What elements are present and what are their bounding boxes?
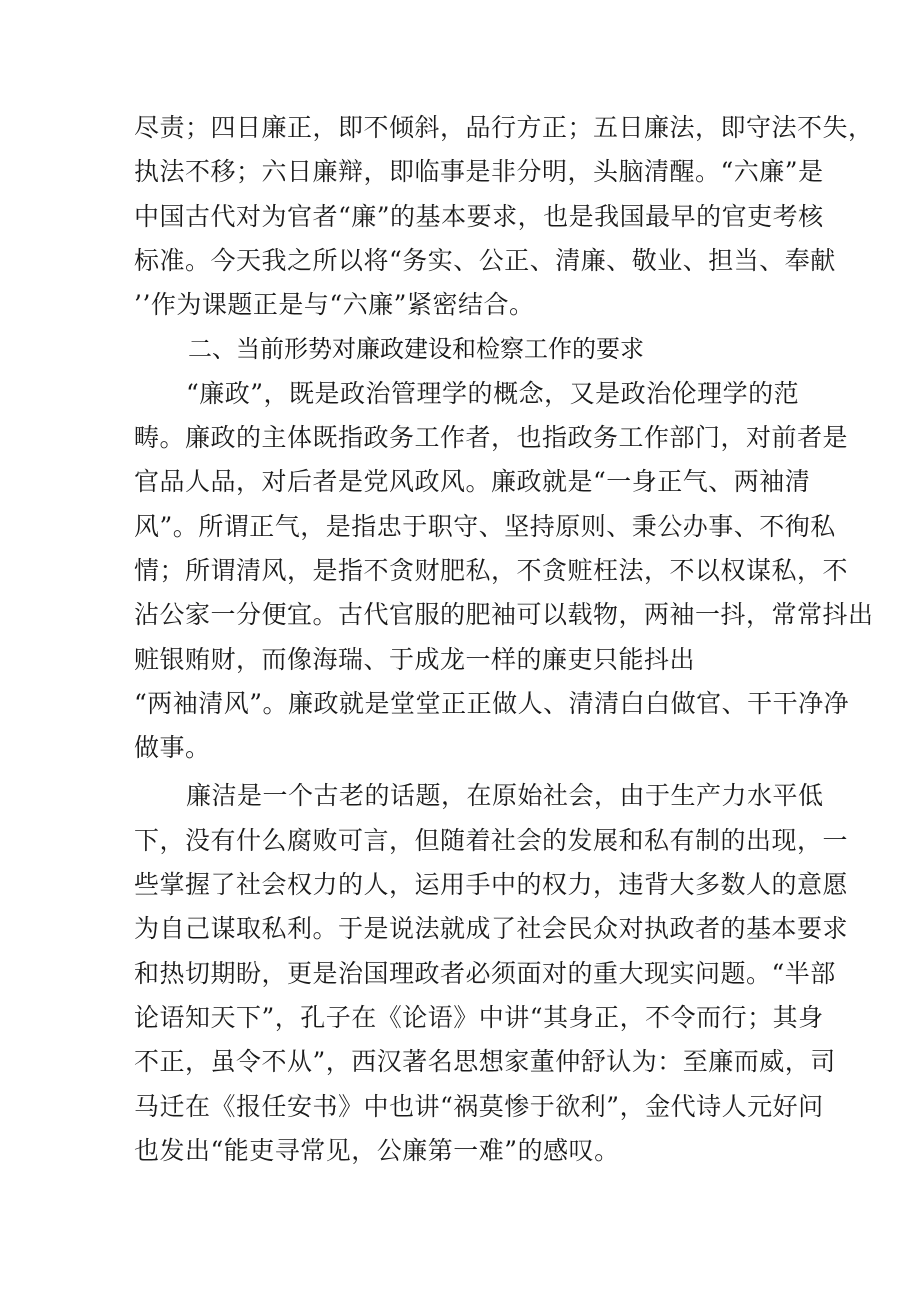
text-line: 标准。今天我之所以将“务实、公正、清廉、敬业、担当、奉献 [134,245,836,275]
paragraph-2 [134,372,874,771]
text-line: “廉政”，既是政治管理学的概念，又是政治伦理学的范 [186,378,800,408]
text-line: 不正，虽令不从”，西汉著名思想家董仲舒认为：至廉而威，司 [134,1047,836,1077]
text-line: 马迁在《报任安书》中也讲“祸莫惨于欲利”，金代诗人元好问 [134,1091,824,1121]
text-line: 风”。所谓正气，是指忠于职守、坚持原则、秉公办事、不徇私 [134,511,836,541]
text-line: 做事。 [134,733,211,763]
text-line: 官品人品，对后者是党风政风。廉政就是“一身正气、两袖清 [134,467,811,497]
text-line: 情；所谓清风，是指不贪财肥私，不贪赃枉法，不以权谋私，不 [134,555,849,585]
text-line: ’’作为课题正是与“六廉”紧密结合。 [134,290,535,320]
text-line: 下，没有什么腐败可言，但随着社会的发展和私有制的出现，一 [134,825,849,855]
text-line: “两袖清风”。廉政就是堂堂正正做人、清清白白做官、干干净净 [134,688,850,718]
text-line: 论语知天下”，孔子在《论语》中讲“其身正，不令而行；其身 [134,1002,824,1032]
text-line: 畴。廉政的主体既指政务工作者，也指政务工作部门，对前者是 [134,423,849,453]
text-line: 赃银贿财，而像海瑞、于成龙一样的廉吏只能抖出 [134,644,696,674]
text-line: 些掌握了社会权力的人，运用手中的权力，违背大多数人的意愿 [134,870,849,900]
text-line: 廉洁是一个古老的话题，在原始社会，由于生产力水平低 [186,781,824,811]
text-line: 尽责；四日廉正，即不倾斜，品行方正；五日廉法，即守法不失， [134,113,874,142]
text-line: 和热切期盼，更是治国理政者必须面对的重大现实问题。“半部 [134,958,836,988]
paragraph-1 [134,106,874,327]
paragraph-3 [134,774,849,1173]
text-line: 为自己谋取私利。于是说法就成了社会民众对执政者的基本要求 [134,914,849,944]
document-body [134,106,874,1173]
text-line: 执法不移；六日廉辩，即临事是非分明，头脑清醒。“六廉”是 [134,157,824,187]
section-heading: 二、当前形势对廉政建设和检察工作的要求 [188,335,644,364]
text-line: 沾公家一分便宜。古代官服的肥袖可以载物，两袖一抖，常常抖出 [134,600,874,630]
text-line: 中国古代对为官者“廉”的基本要求，也是我国最早的官吏考核 [134,201,824,231]
text-line: 也发出“能吏寻常见，公廉第一难”的感叹。 [134,1135,620,1165]
